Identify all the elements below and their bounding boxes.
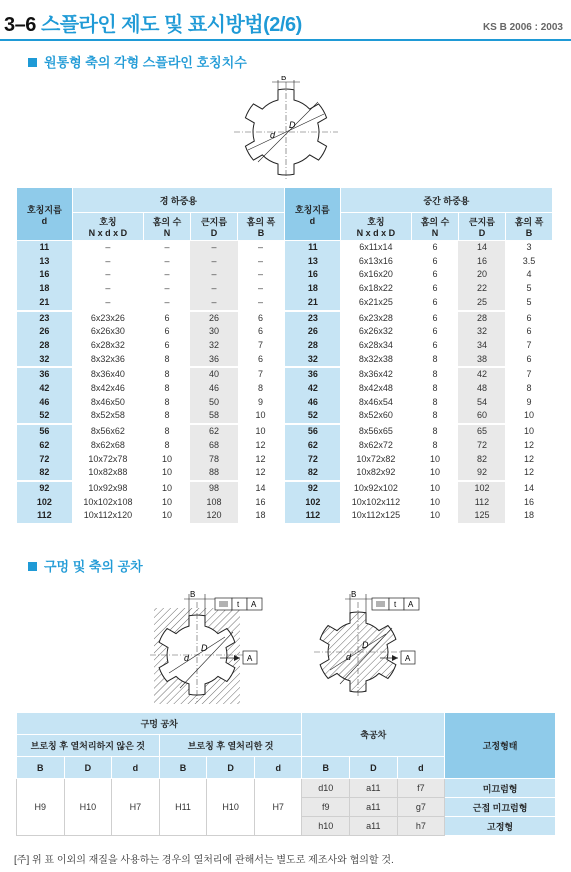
table-cell: – (164, 283, 170, 294)
table-cell: 78 (190, 453, 237, 467)
fit-type-cell: 미끄럼형 (445, 779, 556, 798)
table-cell: 6 (432, 242, 438, 252)
table-cell: 82 (17, 466, 73, 481)
table-cell: 10x92x102 (340, 481, 411, 496)
table-cell: 13 (284, 255, 340, 269)
col-nominal-dia-2: 호칭지름 d (284, 188, 340, 241)
tolerance-col-header: D (64, 757, 112, 779)
table-cell: 6 (164, 326, 170, 337)
table-cell: 6 (432, 255, 438, 266)
table-cell: 8 (432, 410, 438, 421)
spline-table-body (17, 241, 553, 524)
col-fit-type: 고정형태 (445, 713, 556, 779)
table-cell: 20 (458, 268, 505, 282)
table-cell: 10x82x92 (356, 467, 396, 478)
table-cell: 8x62x68 (90, 439, 125, 450)
table-cell: 8x46x54 (358, 396, 393, 407)
table-cell: 5 (526, 296, 532, 307)
table-cell: 68 (190, 439, 237, 453)
table-cell: 40 (190, 367, 237, 382)
fig3-datum: A (405, 654, 411, 663)
table-cell: 26 (284, 325, 340, 339)
table-cell: 8 (144, 424, 191, 439)
table-cell: 10 (162, 496, 173, 507)
table-cell: 3 (526, 242, 532, 252)
table-cell: 21 (17, 296, 73, 311)
fig2-frame-t: t (237, 600, 240, 609)
table-cell: 10 (505, 424, 552, 439)
table-cell: 6 (257, 326, 263, 337)
table-cell: 8x52x58 (90, 410, 125, 421)
table-cell: 58 (190, 409, 237, 424)
table-cell: 5 (526, 283, 532, 294)
col-major: 큰지름 D (190, 213, 237, 241)
table-row (17, 424, 553, 439)
col-hole-tolerance: 구멍 공차 (17, 713, 302, 735)
tolerance-col-header: B (17, 757, 65, 779)
table-cell: – (105, 255, 111, 266)
table-cell: 82 (458, 453, 505, 467)
table-cell: 12 (255, 467, 266, 478)
table-cell: 42 (284, 382, 340, 396)
hole-tolerance-cell: H9 (17, 779, 65, 836)
table-row (17, 439, 553, 453)
table-cell: 98 (190, 481, 237, 496)
page-header (0, 0, 571, 44)
table-cell: 8x32x38 (358, 353, 393, 364)
table-cell: – (164, 269, 170, 280)
table-cell: 8 (432, 396, 438, 407)
hole-tolerance-cell: H10 (207, 779, 255, 836)
table-cell: 10x102x112 (351, 496, 401, 507)
col-major-2: 큰지름 D (458, 213, 505, 241)
table-cell: 10 (429, 453, 440, 464)
fig3-label-b: B (351, 590, 357, 599)
table-cell: 10x92x98 (72, 481, 143, 496)
table-cell: 14 (505, 481, 552, 496)
table-cell: 92 (17, 481, 73, 496)
table-cell: 42 (17, 382, 73, 396)
table-cell: 32 (17, 353, 73, 368)
table-cell: 6x11x14 (359, 242, 393, 252)
table-cell: 8 (412, 367, 459, 382)
table-cell: 16 (284, 268, 340, 282)
square-bullet-icon (28, 562, 37, 571)
table-cell: 9 (257, 396, 263, 407)
fig1-label-b: B (281, 76, 287, 82)
table-cell: – (164, 296, 170, 307)
table-cell: 46 (284, 396, 340, 410)
table-cell: 6x26x30 (90, 326, 125, 337)
table-cell: 6x18x22 (358, 283, 393, 294)
table-cell: 8x42x46 (90, 383, 125, 394)
table-row (17, 241, 553, 255)
page-title (4, 8, 302, 37)
spline-hole-figure (148, 588, 278, 706)
table-cell: 52 (17, 409, 73, 424)
table-cell: 56 (284, 424, 340, 439)
table-row (17, 481, 553, 496)
fig2-label-d: d (184, 653, 190, 663)
section-title-2: 구멍 및 축의 공차 (28, 556, 143, 575)
table-cell: 6 (144, 311, 191, 326)
table-cell: – (257, 255, 263, 266)
spline-shaft-tolerance-figure (312, 588, 432, 700)
table-cell: 6 (432, 283, 438, 294)
col-width-2: 홈의 폭 B (505, 213, 552, 241)
spline-dimension-table (16, 187, 553, 523)
table-cell: 8 (164, 383, 170, 394)
title-number: 3–6 (4, 14, 36, 36)
fig2-label-b: B (190, 590, 196, 599)
table-cell: 16 (17, 268, 73, 282)
table-cell: 6 (432, 296, 438, 307)
table-cell: – (257, 296, 263, 307)
fig1-label-D: D (289, 120, 296, 130)
col-count-2: 홈의 수 N (412, 213, 459, 241)
fig2-frame-a: A (251, 600, 257, 609)
table-cell: – (190, 296, 237, 311)
tolerance-table (16, 712, 556, 836)
table-cell: 28 (17, 339, 73, 353)
table-row (17, 496, 553, 510)
table-row (17, 339, 553, 353)
fig1-label-d: d (270, 130, 276, 140)
tolerance-col-header: d (254, 757, 302, 779)
table-cell: 56 (17, 424, 73, 439)
table-cell: 8x56x62 (72, 424, 143, 439)
table-cell: – (164, 255, 170, 266)
table-cell: 8 (432, 439, 438, 450)
table-cell: 4 (526, 269, 532, 280)
table-cell: 112 (284, 509, 340, 523)
table-row (17, 255, 553, 269)
col-designation-2: 호칭 N x d x D (340, 213, 411, 241)
table-cell: 36 (17, 367, 73, 382)
table-cell: 6x23x28 (340, 311, 411, 326)
table-cell: 8 (412, 424, 459, 439)
table-cell: 62 (190, 424, 237, 439)
table-cell: 36 (190, 353, 237, 368)
table-cell: – (257, 269, 263, 280)
table-cell: 8x36x42 (340, 367, 411, 382)
table-cell: 120 (190, 509, 237, 523)
table-cell: 6 (432, 339, 438, 350)
table-cell: 12 (255, 439, 266, 450)
table-cell: 14 (458, 241, 505, 255)
table-cell: 6x21x25 (358, 296, 393, 307)
table-cell: 6 (238, 311, 285, 326)
table-cell: 10 (144, 481, 191, 496)
title-text: 스플라인 제도 및 표시방법(2/6) (40, 14, 302, 36)
table-cell: 10x102x108 (83, 496, 133, 507)
table-cell: 26 (190, 311, 237, 326)
table-cell: – (257, 242, 263, 252)
table-row (17, 367, 553, 382)
table-cell: 10 (412, 481, 459, 496)
table-cell: – (105, 242, 111, 252)
col-no-heat-treat: 브로칭 후 열처리하지 않은 것 (17, 735, 160, 757)
table-cell: 36 (284, 367, 340, 382)
table-cell: 8x36x40 (72, 367, 143, 382)
table-cell: 16 (523, 496, 534, 507)
table-cell: 112 (17, 509, 73, 523)
table-cell: 10 (238, 424, 285, 439)
shaft-tolerance-cell: a11 (350, 779, 398, 798)
table-cell: 50 (190, 396, 237, 410)
col-medium-load: 중간 하중용 (340, 188, 552, 213)
table-cell: 30 (190, 325, 237, 339)
table-row (17, 353, 553, 368)
table-cell: 23 (284, 311, 340, 326)
table-cell: 25 (458, 296, 505, 311)
table-cell: – (105, 296, 111, 307)
table-cell: 108 (190, 496, 237, 510)
table-cell: 10x82x88 (88, 467, 128, 478)
table-cell: 11 (284, 241, 340, 255)
table-cell: 8 (164, 410, 170, 421)
shaft-tolerance-cell: g7 (397, 798, 445, 817)
table-cell: 14 (238, 481, 285, 496)
table-cell: 8 (164, 439, 170, 450)
standard-code: KS B 2006 : 2003 (482, 22, 563, 33)
table-cell: 65 (458, 424, 505, 439)
table-row (17, 396, 553, 410)
table-cell: 16 (255, 496, 266, 507)
tolerance-col-header: B (302, 757, 350, 779)
col-nominal-dia: 호칭지름 d (17, 188, 73, 241)
table-cell: – (257, 283, 263, 294)
table-cell: 10 (429, 496, 440, 507)
table-cell: 72 (17, 453, 73, 467)
table-cell: 72 (284, 453, 340, 467)
table-row (17, 282, 553, 296)
table-cell: 26 (17, 325, 73, 339)
table-cell: – (190, 268, 237, 282)
table-cell: 6x26x32 (358, 326, 393, 337)
fig3-frame-t: t (394, 600, 397, 609)
table-cell: 8 (164, 396, 170, 407)
table-cell: 32 (190, 339, 237, 353)
table-cell: 32 (284, 353, 340, 368)
hole-tolerance-cell: H11 (159, 779, 207, 836)
fig2-label-D: D (201, 643, 208, 653)
table-cell: 10 (523, 410, 534, 421)
table-row (17, 382, 553, 396)
table-cell: 28 (284, 339, 340, 353)
table-cell: 6x28x32 (90, 339, 125, 350)
table-cell: 18 (523, 510, 534, 521)
shaft-tolerance-cell: h10 (302, 817, 350, 836)
tolerance-col-header: d (397, 757, 445, 779)
table-cell: 32 (458, 325, 505, 339)
table-cell: 6 (505, 311, 552, 326)
table-cell: 38 (458, 353, 505, 368)
table-cell: 9 (526, 396, 532, 407)
col-shaft-tolerance: 축공차 (302, 713, 445, 757)
table-row (17, 268, 553, 282)
table-cell: 8x52x60 (358, 410, 393, 421)
table-row (17, 509, 553, 523)
tolerance-col-header: d (112, 757, 160, 779)
tolerance-table-body (17, 779, 556, 836)
table-cell: 62 (284, 439, 340, 453)
table-cell: 125 (458, 509, 505, 523)
table-cell: 6 (526, 353, 532, 364)
table-cell: 10x72x82 (356, 453, 396, 464)
table-cell: – (190, 282, 237, 296)
table-cell: 6x23x26 (72, 311, 143, 326)
tolerance-col-header: D (350, 757, 398, 779)
fig2-datum: A (247, 654, 253, 663)
table-cell: 6x13x16 (358, 255, 393, 266)
table-cell: 10x112x125 (351, 510, 401, 521)
table-cell: 92 (458, 466, 505, 481)
table-cell: 8 (526, 383, 532, 394)
table-cell: 10 (162, 510, 173, 521)
table-cell: 22 (458, 282, 505, 296)
table-row (17, 311, 553, 326)
table-row (17, 296, 553, 311)
hole-tolerance-cell: H7 (254, 779, 302, 836)
table-cell: 102 (458, 481, 505, 496)
table-cell: 7 (526, 339, 532, 350)
table-cell: 8 (432, 383, 438, 394)
table-cell: – (190, 255, 237, 269)
square-bullet-icon (28, 58, 37, 67)
table-row (17, 325, 553, 339)
col-width: 홈의 폭 B (238, 213, 285, 241)
fig3-label-d: d (346, 652, 352, 662)
table-cell: 6 (432, 326, 438, 337)
table-row (17, 409, 553, 424)
table-cell: 60 (458, 409, 505, 424)
table-cell: 6 (412, 311, 459, 326)
table-cell: 88 (190, 466, 237, 481)
table-cell: 10 (429, 467, 440, 478)
table-cell: 12 (255, 453, 266, 464)
table-cell: 8x42x48 (358, 383, 393, 394)
table-cell: 6 (432, 269, 438, 280)
table-cell: 8 (432, 353, 438, 364)
table-cell: 12 (523, 467, 534, 478)
col-heat-treat: 브로칭 후 열처리한 것 (159, 735, 302, 757)
table-cell: 48 (458, 382, 505, 396)
table-cell: 54 (458, 396, 505, 410)
col-count: 홈의 수 N (144, 213, 191, 241)
shaft-tolerance-cell: h7 (397, 817, 445, 836)
table-cell: 16 (458, 255, 505, 269)
table-cell: 7 (505, 367, 552, 382)
table-cell: 92 (284, 481, 340, 496)
table-cell: 8 (164, 353, 170, 364)
shaft-tolerance-cell: a11 (350, 798, 398, 817)
shaft-tolerance-cell: f7 (397, 779, 445, 798)
table-cell: 6x28x34 (358, 339, 393, 350)
table-row (17, 779, 556, 798)
shaft-tolerance-cell: d10 (302, 779, 350, 798)
table-cell: 72 (458, 439, 505, 453)
table-cell: 10 (162, 467, 173, 478)
table-cell: 18 (255, 510, 266, 521)
table-cell: 21 (284, 296, 340, 311)
table-cell: 18 (284, 282, 340, 296)
table-cell: 28 (458, 311, 505, 326)
table-cell: 46 (190, 382, 237, 396)
shaft-tolerance-cell: a11 (350, 817, 398, 836)
table-cell: 6 (164, 339, 170, 350)
tolerance-col-header: B (159, 757, 207, 779)
table-row (17, 466, 553, 481)
table-cell: 6 (257, 353, 263, 364)
table-cell: 82 (284, 466, 340, 481)
section-title-1: 원통형 축의 각형 스플라인 호칭치수 (28, 52, 247, 71)
fit-type-cell: 고정형 (445, 817, 556, 836)
table-cell: – (164, 242, 170, 252)
table-cell: 18 (17, 282, 73, 296)
table-cell: 8 (257, 383, 263, 394)
table-cell: 8x62x72 (358, 439, 393, 450)
fit-type-cell: 근접 미끄럼형 (445, 798, 556, 817)
hole-tolerance-cell: H7 (112, 779, 160, 836)
table-cell: 10x72x78 (88, 453, 128, 464)
fig3-frame-a: A (408, 600, 414, 609)
table-cell: 34 (458, 339, 505, 353)
table-cell: 6x16x20 (358, 269, 393, 280)
table-cell: 8x56x65 (340, 424, 411, 439)
table-cell: 102 (17, 496, 73, 510)
table-cell: 13 (17, 255, 73, 269)
table-cell: 46 (17, 396, 73, 410)
fig3-label-D: D (362, 640, 369, 650)
tolerance-col-header: D (207, 757, 255, 779)
table-cell: 23 (17, 311, 73, 326)
table-cell: 102 (284, 496, 340, 510)
table-cell: 10 (429, 510, 440, 521)
table-cell: 11 (17, 241, 73, 255)
table-cell: 42 (458, 367, 505, 382)
table-cell: 8x46x50 (90, 396, 125, 407)
table-cell: 7 (238, 367, 285, 382)
hole-tolerance-cell: H10 (64, 779, 112, 836)
table-cell: 10 (255, 410, 266, 421)
table-cell: – (190, 241, 237, 255)
table-cell: 3.5 (522, 255, 536, 266)
table-cell: 10 (162, 453, 173, 464)
table-cell: – (105, 283, 111, 294)
table-cell: 7 (257, 339, 263, 350)
table-cell: 62 (17, 439, 73, 453)
header-rule (0, 39, 571, 41)
spline-shaft-figure (226, 76, 346, 184)
shaft-tolerance-cell: f9 (302, 798, 350, 817)
table-cell: 12 (523, 453, 534, 464)
table-cell: – (105, 269, 111, 280)
table-cell: 8 (144, 367, 191, 382)
table-row (17, 453, 553, 467)
table-cell: 12 (523, 439, 534, 450)
table-cell: 6 (526, 326, 532, 337)
footnote: [주] 위 표 이외의 재질을 사용하는 경우의 열처리에 관해서는 별도로 제조사와 협의할 것. (14, 855, 394, 866)
table-cell: 52 (284, 409, 340, 424)
table-cell: 8x32x36 (90, 353, 125, 364)
col-light-load: 경 하중용 (72, 188, 284, 213)
table-cell: 10x112x120 (83, 510, 133, 521)
col-designation: 호칭 N x d x D (72, 213, 143, 241)
table-cell: 112 (458, 496, 505, 510)
